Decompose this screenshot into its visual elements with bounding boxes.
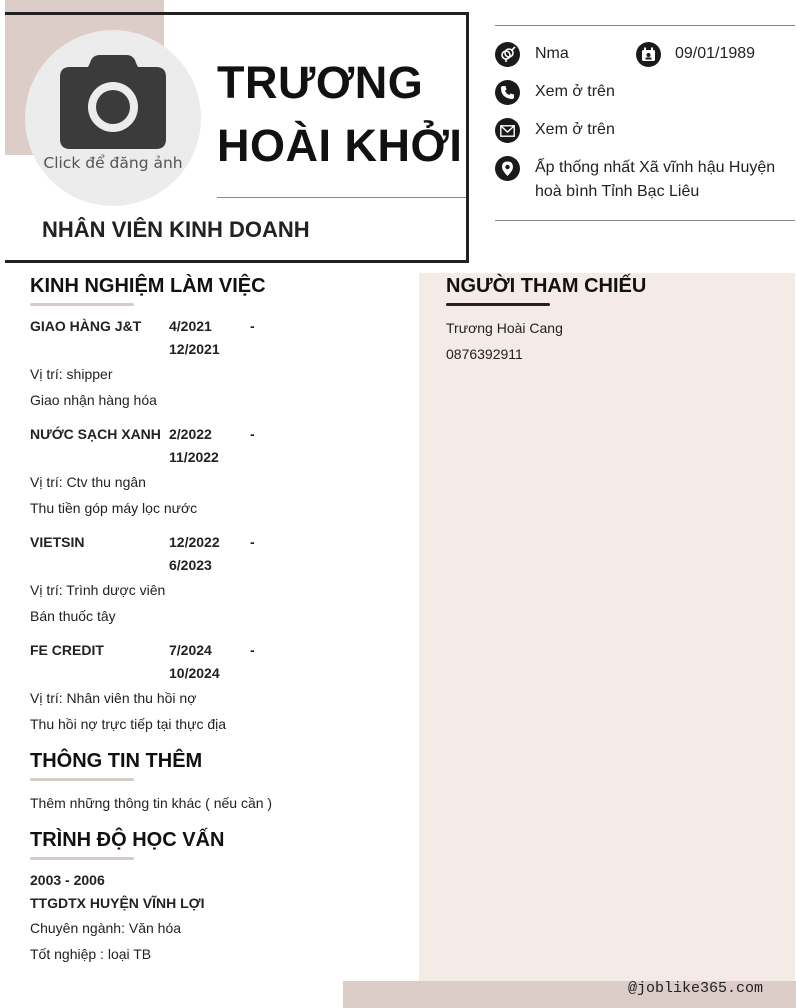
watermark: @joblike365.com	[628, 980, 764, 997]
photo-caption: Click để đăng ảnh	[43, 154, 183, 172]
date-from: 12/2022	[169, 534, 220, 550]
camera-icon	[60, 55, 166, 150]
education-grade: Tốt nghiệp : loại TB	[30, 946, 152, 962]
experience-heading: KINH NGHIỆM LÀM VIỆC	[30, 275, 266, 297]
reference-name: Trương Hoài Cang	[446, 320, 563, 336]
job-description: Bán thuốc tây	[30, 608, 116, 624]
extra-info-text: Thêm những thông tin khác ( nếu cần )	[30, 795, 273, 811]
education-heading: TRÌNH ĐỘ HỌC VẤN	[30, 829, 225, 851]
date-from: 4/2021	[169, 318, 212, 334]
company-name: GIAO HÀNG J&T	[30, 318, 142, 334]
divider	[217, 197, 466, 198]
date-separator: -	[250, 318, 255, 334]
divider	[495, 25, 795, 26]
birthday-icon	[636, 42, 661, 67]
reference-phone: 0876392911	[446, 346, 523, 362]
date-from: 7/2024	[169, 642, 212, 658]
address-line2: hoà bình Tỉnh Bạc Liêu	[535, 183, 700, 200]
photo-upload[interactable]	[25, 30, 201, 206]
education-major: Chuyên ngành: Văn hóa	[30, 920, 182, 936]
job-description: Thu tiền góp máy lọc nước	[30, 500, 198, 516]
email-value: Xem ở trên	[535, 121, 615, 138]
section-underline	[446, 303, 550, 306]
references-heading: NGƯỜI THAM CHIẾU	[446, 275, 647, 297]
school-name: TTGDTX HUYỆN VĨNH LỢI	[30, 895, 205, 911]
phone-icon	[495, 80, 520, 105]
birthdate-value: 09/01/1989	[675, 45, 756, 62]
phone-value: Xem ở trên	[535, 83, 615, 100]
position-text: Vị trí: shipper	[30, 366, 113, 382]
section-underline	[30, 778, 134, 781]
gender-value: Nma	[535, 45, 569, 62]
extra-info-heading: THÔNG TIN THÊM	[30, 750, 203, 772]
section-underline	[30, 303, 134, 306]
references-panel-background	[419, 273, 795, 983]
position-text: Vị trí: Trình dược viên	[30, 582, 166, 598]
job-description: Giao nhận hàng hóa	[30, 392, 157, 408]
company-name: NƯỚC SẠCH XANH	[30, 426, 161, 442]
date-to: 11/2022	[169, 449, 219, 465]
education-period: 2003 - 2006	[30, 872, 105, 888]
date-to: 6/2023	[169, 557, 212, 573]
date-separator: -	[250, 426, 255, 442]
email-icon	[495, 118, 520, 143]
position-text: Vị trí: Ctv thu ngân	[30, 474, 146, 490]
job-description: Thu hồi nợ trực tiếp tại thực địa	[30, 716, 227, 732]
date-to: 10/2024	[169, 665, 220, 681]
address-line1: Ấp thống nhất Xã vĩnh hậu Huyện	[535, 159, 776, 176]
date-to: 12/2021	[169, 341, 220, 357]
date-from: 2/2022	[169, 426, 212, 442]
job-title: NHÂN VIÊN KINH DOANH	[42, 217, 310, 242]
position-text: Vị trí: Nhân viên thu hồi nợ	[30, 690, 197, 706]
company-name: VIETSIN	[30, 534, 85, 550]
full-name-line1: TRƯƠNG	[217, 57, 424, 108]
date-separator: -	[250, 534, 255, 550]
location-icon	[495, 156, 520, 181]
gender-icon	[495, 42, 520, 67]
section-underline	[30, 857, 134, 860]
company-name: FE CREDIT	[30, 642, 104, 658]
divider	[495, 220, 795, 221]
full-name-line2: HOÀI KHỞI	[217, 120, 463, 171]
date-separator: -	[250, 642, 255, 658]
